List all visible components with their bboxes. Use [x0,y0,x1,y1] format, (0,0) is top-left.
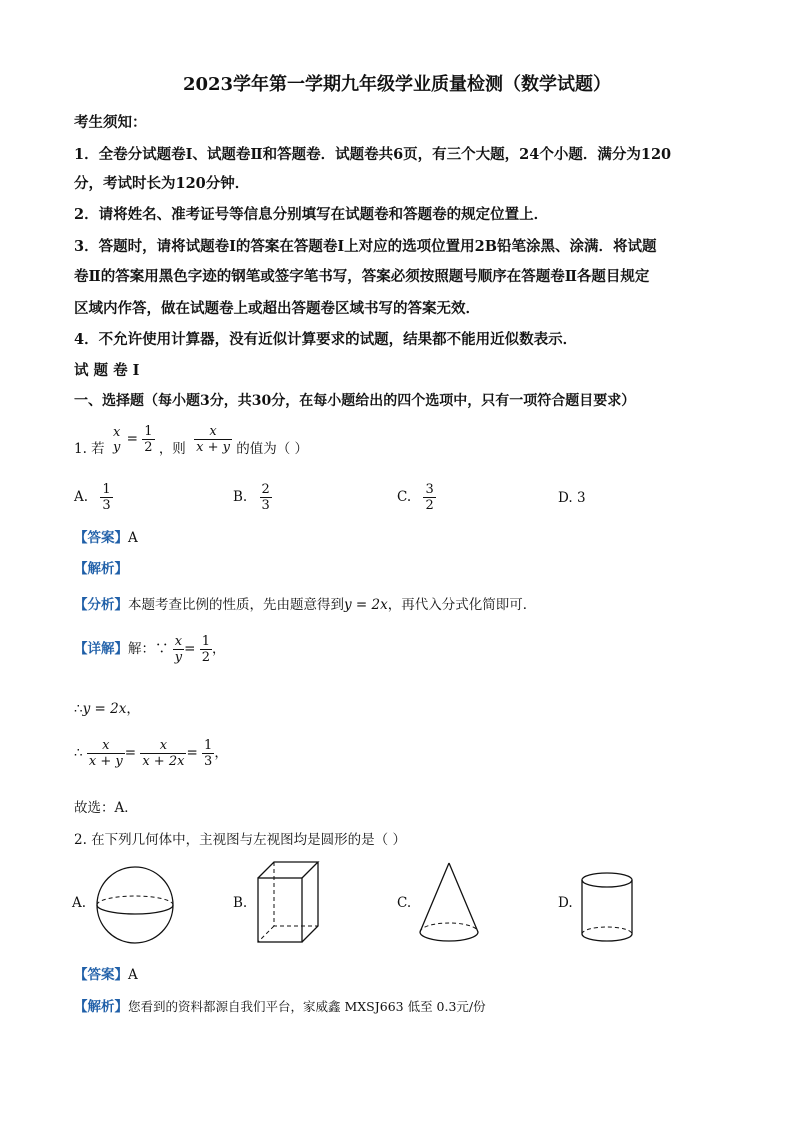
cone-icon [416,860,482,946]
page-title: 2023学年第一学期九年级学业质量检测（数学试题） [182,74,612,95]
question-2-stem: 2. 在下列几何体中，主视图与左视图均是圆形的是（ ） [74,832,406,848]
question-1-prefix: 1. 若 [74,441,105,457]
question-2-option-c-label: C. [397,895,412,911]
question-1-detail: 【详解】解：∵ $\frac{x}{y}$ = $\frac{1}{2}$ ， [74,634,226,665]
section-label: 试 题 卷 Ⅰ [74,362,140,379]
question-1-option-c: C. $\frac{3}{2}$ [397,482,434,513]
cylinder-icon [578,870,636,946]
question-2-option-b-label: B. [233,895,248,911]
question-1-analysis-tag: 【解析】 [74,561,128,577]
question-1-option-b: B. $\frac{2}{3}$ [233,482,270,513]
notice-item-4: 4．不允许使用计算器，没有近似计算要求的试题，结果都不能用近似数表示． [74,331,578,348]
question-1-answer: 【答案】A [74,530,138,546]
part-1-heading: 一、选择题（每小题3分，共30分，在每小题给出的四个选项中，只有一项符合题目要求） [74,393,636,409]
question-1-option-a: A. $\frac{1}{3}$ [74,482,111,513]
question-1-conclusion: 故选：A． [74,800,138,816]
question-2-option-a-label: A. [72,895,87,911]
question-1-option-d: D. 3 [558,490,586,506]
question-2-analysis: 【解析】您看到的资料都源自我们平台，家威鑫 MXSJ663 低至 0.3元/份 [74,999,486,1015]
question-2-answer: 【答案】A [74,967,138,983]
target-expression-fraction: $\frac{x}{x + y}$ [196,424,230,455]
notice-item-1-line-2: 分，考试时长为120分钟． [74,175,250,192]
notice-item-1-line-1: 1．全卷分试题卷Ⅰ、试题卷Ⅱ和答题卷．试题卷共6页，有三个大题，24个小题．满分为120 [74,146,672,163]
notice-item-3-line-1: 3．答题时，请将试题卷Ⅰ的答案在答题卷Ⅰ上对应的选项位置用2B铅笔涂黑、涂满．将试题 [74,238,657,255]
notice-item-3-line-3: 区域内作答，做在试题卷上或超出答题卷区域书写的答案无效． [74,300,480,317]
notice-item-2: 2．请将姓名、准考证号等信息分别填写在试题卷和答题卷的规定位置上． [74,206,549,223]
question-1-fenxi: 【分析】本题考查比例的性质，先由题意得到y = 2x，再代入分式化简即可． [74,597,537,613]
cuboid-icon [254,858,320,946]
notice-heading: 考生须知： [74,114,147,131]
question-1-step-2: ∴y = 2x， [74,701,140,717]
condition-fraction: x y [112,424,121,455]
condition-ratio-fraction: $\frac{1}{2}$ [144,424,153,455]
question-1-step-3: ∴ $\frac{x}{x + y}$ = $\frac{x}{x + 2x}$ = $\frac{1}{3}$ ， [74,738,228,769]
question-1-stem: 1. 若 x y = $\frac{1}{2}$ ，则 $\frac{x}{x + y}$ 的值为（ ） [74,424,309,457]
question-2-option-d-label: D. [558,895,573,911]
sphere-icon [93,865,177,945]
notice-item-3-line-2: 卷Ⅱ的答案用黑色字迹的钢笔或签字笔书写，答案必须按照题号顺序在答题卷Ⅱ各题目规定 [74,268,650,285]
